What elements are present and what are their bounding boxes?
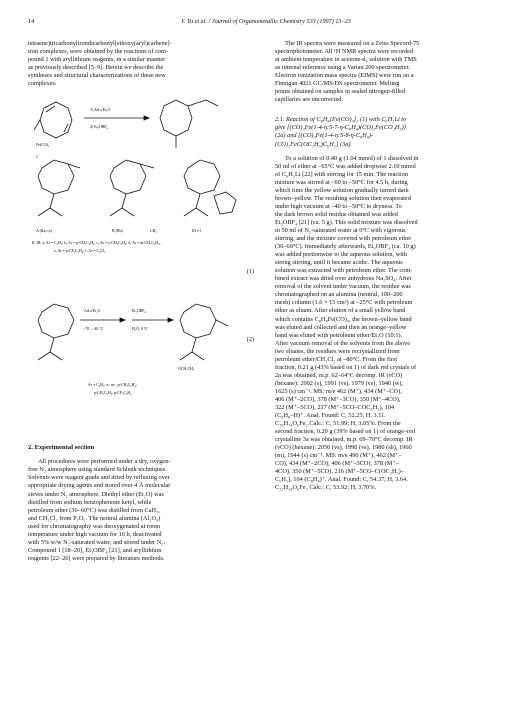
ir-line: at ambient temperature in acetone-d₆ solution with TMS (275, 56, 417, 64)
scheme1-label-iii: III e-f (192, 229, 202, 234)
scheme2-reagent1-bottom: -70 – -40 °C (84, 327, 104, 332)
intro-line: pound 1 with aryllithium reagents, in a similar manner (28, 56, 166, 64)
ir-line: spectrophotometer. All ¹H NMR spectra were recorded (275, 48, 414, 56)
experimental-line: All procedures were performed under a dry, oxygen- (38, 458, 171, 466)
procedure-line: petroleum ether/CH₂Cl₂ at –80°C. From the first (275, 355, 398, 363)
procedure-line: 4CO), 350 (M⁺–5CO), 216 (M⁺–5CO–C(OC₂H₅)– (275, 468, 404, 476)
subsection-title-line: (2a) and [(CO)₃Fe(1-4-η:5-8-η-C₈H₈)- (275, 132, 374, 140)
left-column (28, 40, 254, 563)
procedure-line: which time the yellow solution gradually turned dark (275, 186, 409, 194)
scheme1-ar-note-2: e, Ar = p-CF₃C₆H₄; f, Ar = C₆Cl₅ (54, 249, 106, 254)
experimental-line: reagents [22–26] were prepared by literature methods. (28, 554, 165, 562)
procedure-line: solution was extracted with petroleum ether. The com- (275, 267, 413, 275)
procedure-line: CO), 434 (M⁺–2CO), 406 (M⁺–3CO), 378 (M⁺– (275, 460, 399, 468)
procedure-line: 406 (M⁺–2CO), 378 (M⁺–3CO), 350 (M⁺–4CO), (275, 395, 401, 403)
scheme1-reagent-top: 1) ArLi/Et₂O (90, 108, 111, 113)
procedure-line: brown–yellow. The resulting solution then evaporated (275, 194, 411, 202)
procedure-line: second fraction, 0.20 g (39% based on 1) of orange–red (275, 428, 416, 436)
intro-line: syntheses and structural characterizations of these new (28, 72, 166, 80)
scheme2-reagent2-top: Et₃OBF₄ (132, 309, 146, 314)
procedure-line: fraction, 0.21 g (43% based on 1) of dark red crystals of (275, 363, 417, 371)
scheme1-ar-note-1: II, III: a, Ar = C₆H₅; b, Ar = p-CH₃C₆H₄; c, Ar = o-CH₃C₆H₄; d, Ar = m-CH₃C₆H₄; (32, 241, 161, 246)
scheme2-reagent2-bottom: H₂O, 0 °C (132, 327, 148, 332)
procedure-line: Et₃OBF₄ [21] (ca. 5 g). This solid mixture was dissolved (275, 218, 418, 226)
procedure-line: was eluted and collected and then an orange–yellow (275, 323, 407, 331)
scheme1-reagent-bottom: 2) Et₃OBF₄ (90, 125, 108, 130)
procedure-line: 322 (M⁺–5CO), 217 (M⁺–5CO–COC₆H₅), 104 (275, 404, 395, 412)
intro-paragraph (28, 40, 254, 88)
procedure-paragraph (275, 155, 501, 493)
ir-line: Electron ionization mass spectra (EIMS) were run on a (275, 72, 414, 80)
procedure-line: of C₆H₅Li [22] with stirring for 15 min. The reaction (275, 170, 408, 178)
experimental-line: sieves under N₂ atmosphere. Diethyl ether (Et₂O) was (28, 490, 164, 498)
scheme-1-drawing (28, 96, 254, 280)
procedure-line: was added portionwise to the aqueous solution, with (275, 251, 407, 259)
intro-line: as previously described [5–9]. Herein we describe the (28, 64, 164, 72)
experimental-line: distilled from sodium benzophenone ketyl, while (28, 498, 152, 506)
experimental-line: Compound 1 [18–20], Et₃OBF₄ [21], and aryllithium (28, 546, 162, 554)
procedure-line: the dark brown solid residue obtained was added (275, 210, 398, 218)
experimental-paragraph (28, 458, 254, 563)
ir-line: points obtained on samples in sealed nitrogen-filled (275, 88, 406, 96)
scheme2-reagent1-top: ArLi/Et₂O (84, 309, 101, 314)
procedure-line: strong stirring, until it became acidic. The aqueous (275, 259, 403, 267)
procedure-line: After vacuum removal of the solvents from the above (275, 339, 410, 347)
section-title-experimental: 2. Experimental section (28, 444, 95, 452)
intro-line: iron complexes, were obtained by the reactions of com- (28, 48, 169, 56)
procedure-line: (m), 1944 (s) cm⁻¹. MS: m/e 490 (M⁺), 462 (M⁺– (275, 452, 402, 460)
ir-line: capillaries are uncorrected. (275, 96, 343, 104)
experimental-line: used for chromatography was deoxygenated at room (28, 522, 161, 530)
procedure-line: stirring, and the mixture covered with petroleum ether (275, 235, 412, 243)
experimental-line: and CH₂Cl₂ from P₂O₅. The neutral alumina (Al₂O₃) (28, 514, 161, 522)
procedure-line: C₆H₅), 104 (C₈H₈)⁺. Anal. Found: C, 54.37; H, 3.64. (275, 476, 408, 484)
scheme2-carbene-label: OCH₂CH₃ (178, 367, 195, 372)
reaction-scheme-1 (28, 96, 254, 280)
procedure-line: chromatographed on an alumina (neutral, 100–200 (275, 291, 403, 299)
scheme1-label-ch3: CH₃ (150, 229, 157, 234)
ir-line: The IR spectra were measured on a Zeiss Specord-75 (285, 40, 420, 47)
procedure-line: To a solution of 0.40 g (1.04 mmol) of 1 dissolved in (285, 154, 419, 162)
journal-citation: Y. Yu et al. / Journal of Organometallic Chemistry 533 (1997) 13–23 (181, 17, 351, 25)
ir-line: as internal reference using a Varian 200 spectrometer. (275, 64, 410, 72)
procedure-line: two eluates, the residues were recrystallized from (275, 347, 400, 355)
experimental-line: free N₂ atmosphere using standard Schlenk techniques. (28, 466, 167, 474)
scheme2-ar-note-2: p-CH₃C₆H₄, p-CF₃C₆H₄ (94, 391, 132, 396)
equation-2-number: (2) (246, 336, 254, 344)
procedure-line: (30–60°C). Immediately afterwards, Et₃OBF₄ (ca. 10 g) (275, 243, 416, 251)
procedure-line: (hexane): 2002 (s), 1991 (vs), 1979 (vs), 1940 (w), (275, 379, 404, 387)
right-column (275, 40, 501, 493)
procedure-line: removal of the solvent under vacuum, the residue was (275, 283, 411, 291)
ir-paragraph (275, 40, 501, 104)
scheme2-ar-note-1: Ar = C₆H₅; a-, m-, p-CH₃C₆H₄; (88, 383, 137, 388)
experimental-line: temperature under high vacuum for 16 h, deactivated (28, 530, 162, 538)
experimental-line: appropriate drying agents and stored over 4 Å molecular (28, 482, 171, 490)
scheme1-fe-label: Fe(CO)₃ (36, 143, 50, 148)
intro-line: tetraene)tricarbonylirondicarbonyl[ethoxy(aryl)carbene]- (28, 40, 172, 47)
scheme1-label-a: A (IIa,c,e) (36, 229, 52, 234)
experimental-line: with 5% w/w N₂-saturated water, and stored under N₂. (28, 538, 166, 546)
procedure-line: 50 ml of ether at –65°C was added dropwise 2.10 mmol (275, 162, 416, 170)
procedure-line: 1625 (s) cm⁻¹. MS: m/e 462 (M⁺), 434 (M⁺–CO), (275, 387, 402, 395)
procedure-line: (C₈H₈–H)⁺. Anal. Found: C, 52.25; H, 3.11. (275, 412, 386, 420)
procedure-line: (νCO) (hexane): 2050 (vs), 1990 (vs), 1980 (sh), 1960 (275, 444, 412, 452)
page-number: 14 (28, 17, 35, 25)
ir-line: Finnigan 4021 GC/MS/DS spectrometer. Melting (275, 80, 400, 88)
procedure-line: which contains C₈H₈Fe(CO)₃, the brown–yellow band (275, 315, 412, 323)
experimental-line: Solvents were reagent grade and dried by refluxing over (28, 474, 170, 482)
compound-1-label: 1 (36, 155, 38, 160)
running-head (28, 16, 504, 26)
subsection-title (275, 116, 501, 148)
procedure-line: ether as eluant. After elution of a small yellow band (275, 307, 406, 315)
equation-1-number: (1) (246, 268, 254, 276)
procedure-line: mixture was stirred at –60 to –50°C for 4.5 h, during (275, 178, 408, 186)
procedure-line: 2a was obtained, m.p. 62–64°C decomp. IR (νCO) (275, 371, 403, 379)
procedure-line: bined extract was dried over anhydrous Na₂SO₄. After (275, 275, 412, 283)
procedure-line: C₂₀H₁₄O₆Fe₂ Calc.: C, 51.99; H, 3.05%. From the (275, 420, 401, 428)
subsection-title-line: give [(CO)₃Fe(1-4-η:5-7-η-C₈H₈)(CO)₂Fe(CO₂H₅)] (275, 124, 407, 132)
scheme1-label-b: B (IIb) (112, 229, 123, 234)
reaction-scheme-2 (28, 286, 254, 404)
procedure-line: under high vacuum at –40 to –50°C to dryness. To (275, 202, 402, 210)
experimental-line: petroleum ether (30–60°C) was distilled from CaH₂, (28, 506, 160, 514)
procedure-line: crystalline 3a was obtained, m.p. 69–70°C decomp. IR (275, 436, 413, 444)
procedure-line: mesh) column (1.6 × 15 cm²) at –25°C with petroleum (275, 299, 413, 307)
procedure-line: C₂₂H₁₈O₆Fe₂ Calc.: C, 53.92; H, 3.70%. (275, 484, 377, 492)
intro-line: complexes. (28, 80, 57, 88)
procedure-line: in 50 ml of N₂-saturated water at 0°C with vigorous (275, 226, 406, 234)
procedure-line: band was eluted with petroleum ether/Et₂O (10:1). (275, 331, 403, 339)
subsection-title-line: 2.1. Reaction of C₈H₈[Fe(CO)₃]₂ (1) with C₆H₅Li to (275, 116, 407, 124)
scheme-2-drawing (28, 286, 254, 404)
subsection-title-line: (CO)₂FeC(OC₂H₅)C₆H₅] (3a) (275, 140, 351, 148)
